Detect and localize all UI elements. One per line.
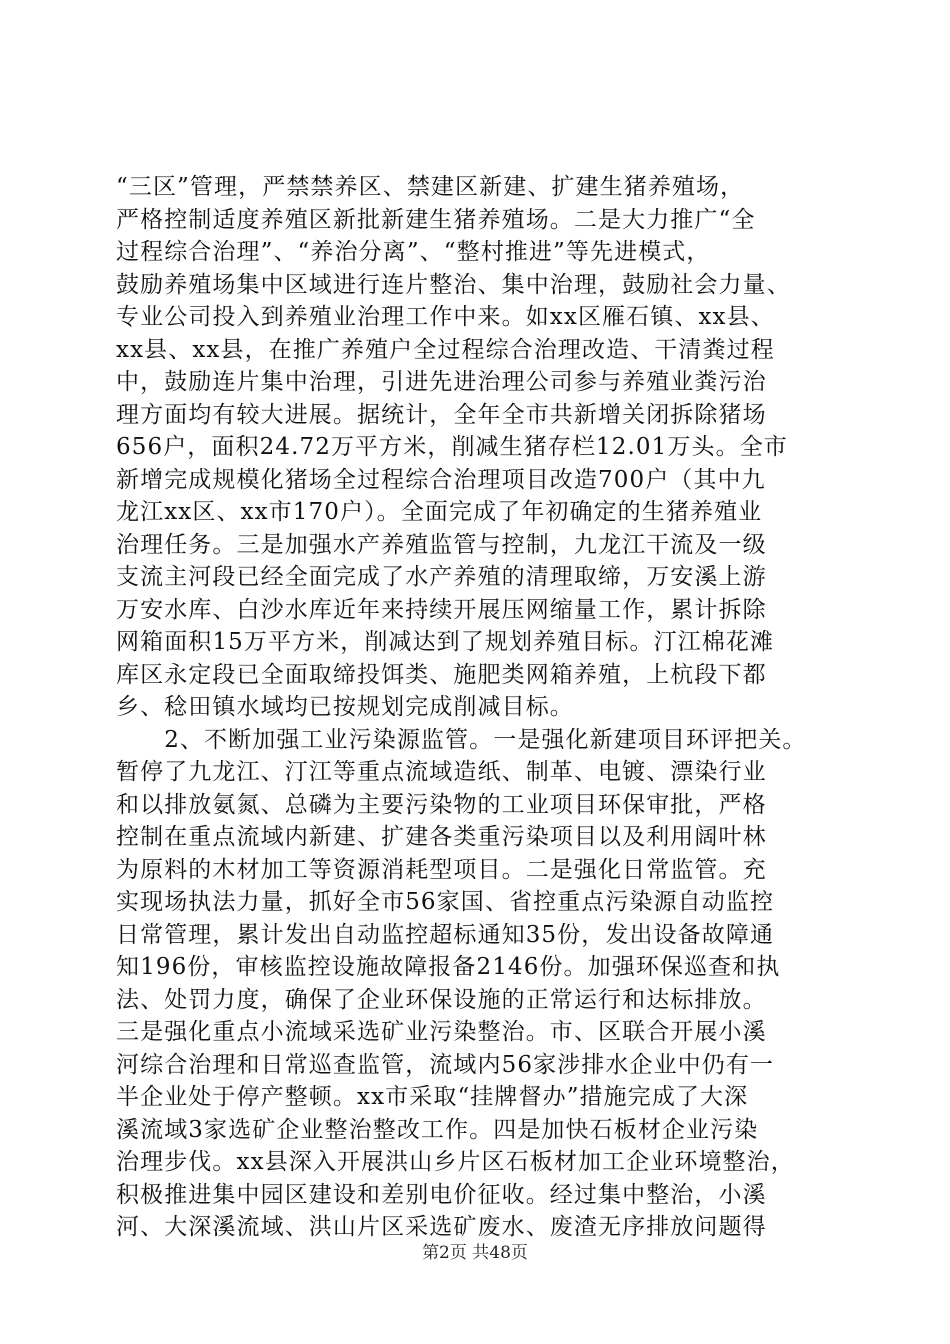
- text-line: 控制在重点流域内新建、扩建各类重污染项目以及利用阔叶林: [116, 824, 767, 850]
- text-line: 过程综合治理”、“养治分离”、“整村推进”等先进模式，: [116, 239, 711, 265]
- text-line: 库区永定段已全面取缔投饵类、施肥类网箱养殖，上杭段下都: [116, 661, 767, 688]
- text-line: 积极推进集中园区建设和差别电价征收。经过集中整治，小溪: [116, 1181, 767, 1208]
- text-line: 鼓励养殖场集中区域进行连片整治、集中治理，鼓励社会力量、: [116, 271, 791, 298]
- text-line: 2、不断加强工业污染源监管。一是强化新建项目环评把关。: [116, 726, 807, 753]
- text-line: 溪流域3家选矿企业整治整改工作。四是加快石板材企业污染: [116, 1116, 759, 1143]
- text-line: 三是强化重点小流域采选矿业污染整治。市、区联合开展小溪: [116, 1019, 767, 1045]
- text-line: 日常管理，累计发出自动监控超标通知35份，发出设备故障通: [116, 921, 775, 948]
- text-line: 理方面均有较大进展。据统计，全年全市共新增关闭拆除猪场: [116, 401, 767, 428]
- page-footer: 第2页 共48页: [422, 1243, 528, 1263]
- text-line: 半企业处于停产整顿。xx市采取“挂牌督办”措施完成了大深: [116, 1084, 749, 1110]
- text-line: 乡、稔田镇水域均已按规划完成削减目标。: [116, 694, 574, 720]
- text-line: 治理步伐。xx县深入开展洪山乡片区石板材加工企业环境整治，: [116, 1149, 795, 1175]
- text-line: 严格控制适度养殖区新批新建生猪养殖场。二是大力推广“全: [116, 206, 756, 233]
- text-line: 656户，面积24.72万平方米，削减生猪存栏12.01万头。全市: [116, 434, 788, 460]
- text-line: “三区”管理，严禁禁养区、禁建区新建、扩建生猪养殖场，: [116, 174, 745, 200]
- text-line: 知196份，审核监控设施故障报备2146份。加强环保巡查和执: [116, 954, 781, 980]
- text-line: 暂停了九龙江、汀江等重点流域造纸、制革、电镀、漂染行业: [116, 759, 767, 785]
- text-line: 专业公司投入到养殖业治理工作中来。如xx区雁石镇、xx县、: [116, 304, 775, 330]
- document-body: [116, 171, 846, 1244]
- text-line: 治理任务。三是加强水产养殖监管与控制，九龙江干流及一级: [116, 531, 767, 558]
- text-line: 和以排放氨氮、总磷为主要污染物的工业项目环保审批，严格: [116, 791, 767, 818]
- text-line: 万安水库、白沙水库近年来持续开展压网缩量工作，累计拆除: [116, 596, 767, 623]
- text-line: 实现场执法力量，抓好全市56家国、省控重点污染源自动监控: [116, 889, 775, 915]
- text-line: 河、大深溪流域、洪山片区采选矿废水、废渣无序排放问题得: [116, 1214, 767, 1240]
- text-line: xx县、xx县，在推广养殖户全过程综合治理改造、干清粪过程: [116, 336, 775, 363]
- text-line: 支流主河段已经全面完成了水产养殖的清理取缔，万安溪上游: [116, 564, 767, 590]
- text-line: 新增完成规模化猪场全过程综合治理项目改造700户（其中九: [116, 466, 766, 493]
- text-line: 河综合治理和日常巡查监管，流域内56家涉排水企业中仍有一: [116, 1051, 775, 1078]
- text-line: 龙江xx区、xx市170户）。全面完成了年初确定的生猪养殖业: [116, 499, 763, 525]
- text-line: 中，鼓励连片集中治理，引进先进治理公司参与养殖业粪污治: [116, 369, 767, 395]
- text-line: 法、处罚力度，确保了企业环保设施的正常运行和达标排放。: [116, 986, 767, 1013]
- text-line: 为原料的木材加工等资源消耗型项目。二是强化日常监管。充: [116, 856, 767, 883]
- text-line: 网箱面积15万平方米，削减达到了规划养殖目标。汀江棉花滩: [116, 629, 775, 655]
